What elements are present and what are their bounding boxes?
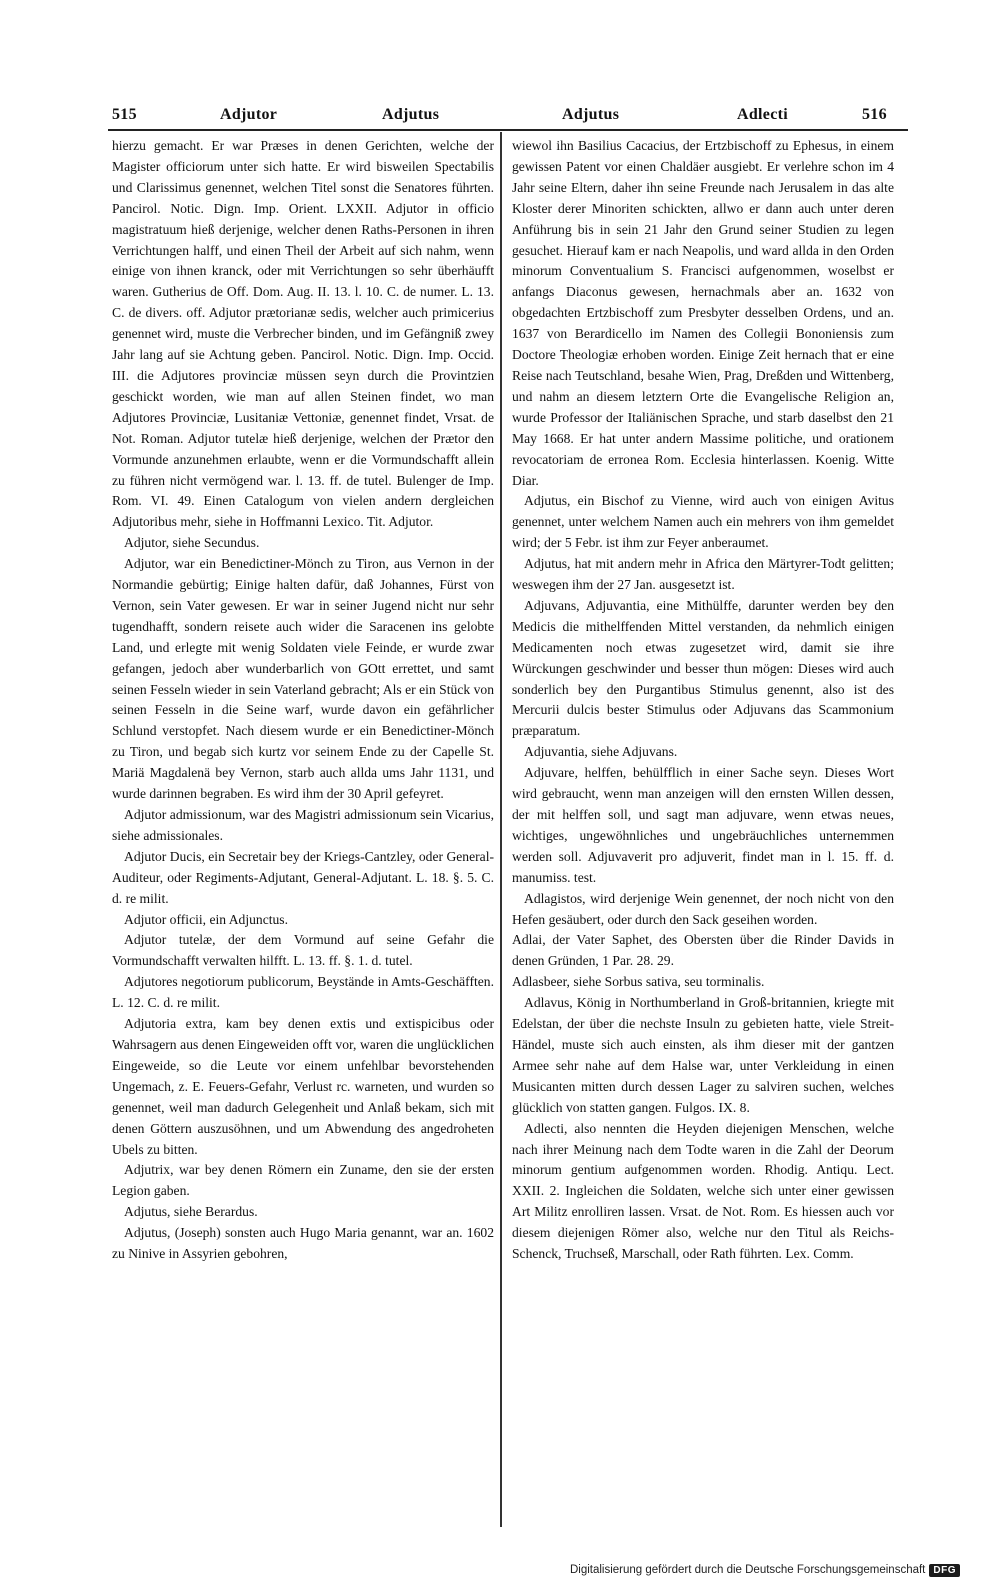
entry-paragraph: hierzu gemacht. Er war Præses in denen Gerichten, welche der Magister officiorum unter sich hatte. Er wird bisweilen Spectabilis und Clarissimus genennet, welchen Titel sonst die Senatores führten. Pancirol. Notic. Dign. Imp. Orient. LXXII. Adjutor in officio magistratuum hieß derjenige, welcher denen Raths-Personen in ihren Verrichtungen halff, und einen Theil der Arbeit auf sich nahm, wenn einige von ihnen kranck, oder mit Verrichtungen so sehr überhäufft waren. Gutherius de Off. Dom. Aug. II. 13. l. 10. C. de numer. L. 13. C. de divers. off. Adjutor prætorianæ sedis, welcher auch primicerius genennet wird, muste die Verbrecher binden, und im Gefängniß zwey Jahr lang auf sie Achtung geben. Pancirol. Notic. Dign. Imp. Occid. III. die Adjutores provinciæ müssen seyn durch die Provintzien geschickt worden, wie man auf allen Steinen findet, wo man Adjutores Provinciæ, Lusitaniæ Vettoniæ, genennet findet, Vrsat. de Not. Roman. Adjutor tutelæ hieß derjenige, welchen der Prætor den Vormunde anzunehmen erlaubte, wenn er die Vormundschafft allein zu führen nicht vermögend war. l. 13. ff. de tutel. Bulenger de Imp. Rom. VI. 49. Einen Catalogum von vielen andern dergleichen Adjutoribus mehr, siehe in Hoffmanni Lexico. Tit. Adjutor. <box>112 138 494 530</box>
entry-paragraph: Adjutus, siehe Berardus. <box>124 1204 258 1220</box>
dfg-logo-icon: DFG <box>929 1564 960 1577</box>
mid-left-catchword: Adjutus <box>382 106 440 123</box>
digitization-footer <box>570 1560 960 1580</box>
document-page <box>92 96 910 1526</box>
entry-paragraph: Adjutor tutelæ, der dem Vormund auf seine Gefahr die Vormundschafft verwalten hilfft. L. 13. ff. §. 1. d. tutel. <box>112 932 494 969</box>
entry-paragraph: Adlai, der Vater Saphet, des Obersten über die Rinder Davids in denen Gründen, 1 Par. 28. 29. <box>512 932 894 969</box>
entry-paragraph: Adlavus, König in Northumberland in Groß-britannien, kriegte mit Edelstan, der über die nechste Insuln zu gebieten hatte, viele Streit-Händel, muste sich auch einsten, als ihm dieser mit der gantzen Armee sehr nahe auf dem Halse war, unter Verkleidung in einen Musicanten mitten durch dessen Lager zu salviren suchen, welches glücklich von statten gangen. Fulgos. IX. 8. <box>512 995 894 1115</box>
entry-paragraph: Adjutus, hat mit andern mehr in Africa den Märtyrer-Todt gelitten; weswegen ihm der 27 Jan. ausgesetzt ist. <box>512 556 894 593</box>
entry-paragraph: Adjutor, siehe Secundus. <box>124 535 260 551</box>
right-column <box>512 136 894 1265</box>
left-page-number: 515 <box>112 106 137 123</box>
entry-paragraph: Adjutoria extra, kam bey denen extis und extispicibus oder Wahrsagern aus denen Eingeweiden offt vor, waren die unglücklichen Eingeweide, so die Leute vor einem unfehlbar bevorstehenden Ungemach, z. E. Feuers-Gefahr, Verlust rc. warneten, und wurden so genennet, weil man dadurch Gelegenheit und Anlaß bekam, sich mit denen Göttern auszusöhnen, und um Abwendung des angedroheten Ubels zu bitten. <box>112 1016 494 1157</box>
entry-paragraph: Adjutor, war ein Benedictiner-Mönch zu Tiron, aus Vernon in der Normandie gebürtig; Einige halten dafür, daß Johannes, Fürst von Vernon, sein Vater gewesen. Er war in seiner Jugend nicht nur sehr tugendhafft, sondern reisete auch wider die Saracenen ins gelobte Land, und erlegte mit wenig Soldaten viele Feinde, er wurde zwar gefangen, jedoch aber wunderbarlich von GOtt errettet, und samt seinen Fesseln wieder in sein Vaterland gebracht; Als er ein Stück von seinen Fesseln in die Seine warf, wurde davon ein gefährlicher Schlund verstopfet. Nach diesem wurde er ein Benedictiner-Mönch zu Tiron, und begab sich kurtz vor seinem Ende zu der Capelle St. Mariä Magdalenä bey Vernon, starb auch allda ums Jahr 1131, und wurde darinnen begraben. Es wird ihm der 30 April gefeyret. <box>112 556 494 802</box>
entry-paragraph: Adjuvans, Adjuvantia, eine Mithülffe, darunter werden bey den Medicis die mithelffenden Mittel verstanden, da nehmlich einigen Medicamenten noch etwas zugesetzet wird, damit sie ihre Würckungen geschwinder und besser thun mögen: Dieses wird auch sonderlich bey den Purgantibus Stimulus genennt, also ist des Mercurii dulcis bester Stimulus oder Adjuvans das Scammonium præparatum. <box>512 597 894 739</box>
column-divider <box>500 132 502 1527</box>
right-catchword: Adlecti <box>737 106 788 123</box>
entry-paragraph: Adlasbeer, siehe Sorbus sativa, seu torminalis. <box>512 974 765 990</box>
entry-paragraph: Adjutrix, war bey denen Römern ein Zuname, den sie der ersten Legion gaben. <box>112 1162 494 1199</box>
mid-right-catchword: Adjutus <box>562 106 620 123</box>
entry-paragraph: Adjutor admissionum, war des Magistri admissionum sein Vicarius, siehe admissionales. <box>112 807 494 843</box>
left-column <box>112 136 494 1265</box>
entry-paragraph: Adlagistos, wird derjenige Wein genennet, der noch nicht von den Hefen gesäubert, oder durch den Sack geseihen worden. <box>512 890 894 927</box>
entry-paragraph: Adlecti, also nennten die Heyden diejenigen Menschen, welche nach ihrer Meinung nach dem Todte waren in die Zahl der Deorum minorum gentium aufgenommen worden. Rhodig. Antiqu. Lect. XXII. 2. Ingleichen die Soldaten, welche sich unter einer gewissen Art Militz enrolliren lassen. Vrsat. de Not. Rom. Es hiessen auch vor diesem diejenigen Römer also, welche nur den Titul als Reichs-Schenck, Truchseß, Marschall, oder Rath führten. Lex. Comm. <box>512 1120 894 1262</box>
entry-paragraph: Adjutores negotiorum publicorum, Beystände in Amts-Geschäfften. L. 12. C. d. re milit. <box>112 974 494 1011</box>
footer-text: Digitalisierung gefördert durch die Deutsche Forschungsgemeinschaft <box>569 1564 926 1576</box>
entry-paragraph: Adjutor officii, ein Adjunctus. <box>124 911 288 927</box>
right-page-number: 516 <box>862 106 887 123</box>
entry-paragraph: Adjutor Ducis, ein Secretair bey der Kriegs-Cantzley, oder General-Auditeur, oder Regiments-Adjutant, General-Adjutant. L. 18. §. 5. C. d. re milit. <box>112 848 494 906</box>
left-catchword: Adjutor <box>220 106 278 123</box>
entry-paragraph: wiewol ihn Basilius Cacacius, der Ertzbischoff zu Ephesus, in einem gewissen Patent vor einen Chaldäer ausgiebt. Er verlehre schon im 4 Jahr seine Eltern, daher ihn seine Freunde nach Jerusalem in das alte Kloster derer Minoriten schickten, allwo er dann auch unter deren Anführung bis in sein 21 Jahr den Grund seiner Studien zu legen gesuchet. Hierauf kam er nach Neapolis, und ward allda in den Orden minorum Conventualium S. Francisci aufgenommen, woselbst er anfangs Diaconus gewesen, hernachmals aber an. 1632 von obgedachten Ertzbischoff zum Presbyter desselben Ordens, und an. 1637 von Berardicello im Namen des Collegii Bononiensis zum Doctore Theologiæ erhoben worden. Einige Zeit hernach that er eine Reise nach Teutschland, besahe Wien, Prag, Dreßden und Wittenberg, und nahm an diesem letztern Orte die Evangelische Religion an, wurde Professor der Italiänischen Sprache, und starb daselbst den 21 May 1668. Er hat unter andern Massime politiche, und orationem revocatoriam de erronea Rom. Ecclesia hinterlassen. Koenig. Witte Diar. <box>512 138 894 488</box>
entry-paragraph: Adjuvantia, siehe Adjuvans. <box>524 744 678 760</box>
header-rule <box>108 129 908 131</box>
entry-paragraph: Adjuvare, helffen, behülfflich in einer Sache seyn. Dieses Wort wird gebraucht, wenn man anzeigen will den ernsten Willen dessen, der mit helffen soll, und sagt man adjuvare, wenn etwas neues, wichtiges, ungewöhnliches und ungebräuchliches unternemmen werden soll. Adjuvaverit pro adjuverit, findet man in l. 15. ff. d. manumiss. test. <box>512 765 894 885</box>
page-header <box>92 96 910 126</box>
entry-paragraph: Adjutus, (Joseph) sonsten auch Hugo Maria genannt, war an. 1602 zu Ninive in Assyrien gebohren, <box>112 1225 494 1262</box>
entry-paragraph: Adjutus, ein Bischof zu Vienne, wird auch von einigen Avitus genennet, unter welchem Namen auch ein mehrers von ihm gemeldet wird; der 5 Febr. ist ihm zur Feyer anberaumet. <box>512 493 894 551</box>
